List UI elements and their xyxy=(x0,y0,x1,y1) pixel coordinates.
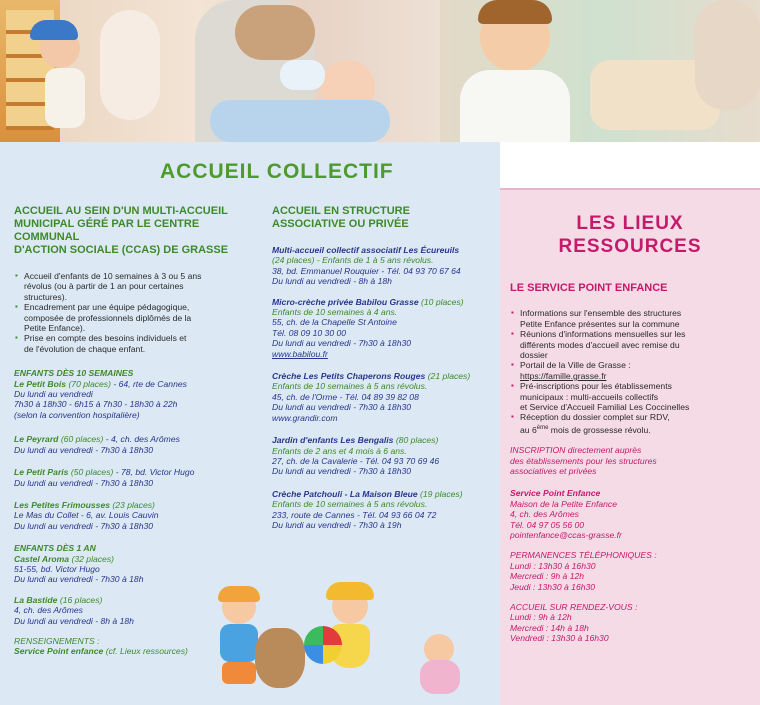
list-item: ▪ Accueil d'enfants de 10 semaines à 3 ou 5 ans révolus (ou à partir de 1 an pour certaines structures). xyxy=(24,271,254,302)
baby-blanket xyxy=(210,100,390,142)
column-lieux-ressources xyxy=(510,283,750,644)
babilou-link[interactable]: www.babilou.fr xyxy=(272,348,328,359)
facility-le-petit-paris: Le Petit Paris (50 places) - 78, bd. Victor Hugo Du lundi au vendredi - 7h30 à 18h30 xyxy=(14,467,195,488)
cartoon-girl-hair xyxy=(326,582,374,600)
teacher xyxy=(695,0,760,110)
renseignements: RENSEIGNEMENTS : Service Point enfance (cf. Lieux ressources) xyxy=(14,635,188,657)
lieux-ressources-title: LES LIEUX RESSOURCES xyxy=(558,213,702,257)
mother-hair xyxy=(235,5,315,60)
facility-bengalis: Jardin d'enfants Les Bengalis (80 places) Enfants de 2 ans et 4 mois à 6 ans. 27, ch. de la Cavalerie - Tél. 04 93 70 69 46 Du lundi au vendredi - 7h30 à 18h30 xyxy=(272,435,440,477)
list-item: ▪ Informations sur l'ensemble des structures Petite Enfance présentes sur la commune xyxy=(520,308,750,329)
boy-shirt xyxy=(460,70,570,142)
list-item: ▪ Réunions d'informations mensuelles sur les différents modes d'accueil avec remise du dossier xyxy=(520,329,750,360)
accueil-collectif-title: ACCUEIL COLLECTIF xyxy=(160,160,394,183)
photo-mother-and-baby xyxy=(0,0,500,142)
cartoon-boy-shorts xyxy=(222,662,256,684)
cartoon-boy-hair xyxy=(218,586,260,602)
list-item: ▪ Portail de la Ville de Grasse : https://famille.grasse.fr xyxy=(520,360,750,381)
ccas-bullet-list xyxy=(14,271,254,354)
list-item: ▪ Encadrement par une équipe pédagogique, composée de professionnels diplômés de la Petite Enfance). xyxy=(24,302,254,333)
portal-link[interactable]: https://famille.grasse.fr xyxy=(520,370,607,381)
list-item: ▪ Prise en compte des besoins individuels et de l'évolution de chaque enfant. xyxy=(24,333,254,354)
baby-bottle xyxy=(280,60,325,90)
header-photo-strip xyxy=(0,0,760,142)
list-item: ▪ Réception du dossier complet sur RDV, au 6ème mois de grossesse révolu. xyxy=(520,412,750,435)
facility-le-peyrard: Le Peyrard (60 places) - 4, ch. des Arômes Du lundi au vendredi - 7h30 à 18h30 xyxy=(14,434,180,455)
service-point-enfance-heading: LE SERVICE POINT ENFANCE xyxy=(510,282,668,294)
contact-block: Service Point Enfance Maison de la Petite Enfance 4, ch. des Arômes Tél. 04 97 05 56 00 pointenfance@ccas-grasse.fr xyxy=(510,488,750,540)
caregiver xyxy=(100,10,160,120)
boy-hair xyxy=(478,0,552,24)
facility-le-petit-bois: Le Petit Bois (70 places) - 64, rte de Cannes Du lundi au vendredi 7h30 à 18h30 - 6h15 à 7h30 - 18h30 à 22h (selon la convention hospitalière) xyxy=(14,378,187,420)
facility-babilou: Micro-crèche privée Babilou Grasse (10 places) Enfants de 10 semaines à 4 ans. 55, ch. de la Chapelle St Antoine Tél. 08 09 10 30 00 Du lundi au vendredi - 7h30 à 18h30 www.babilou.fr xyxy=(272,297,494,359)
facility-ecureuils: Multi-accueil collectif associatif Les Écureuils (24 places) - Enfants de 1 à 5 ans révolus. 38, bd. Emmanuel Rouquier - Tél. 04 93 70 67 64 Du lundi au vendredi - 8h à 18h xyxy=(272,245,461,287)
child-cap xyxy=(30,20,78,40)
column-privee xyxy=(272,205,494,538)
children-illustration xyxy=(200,580,480,705)
ccas-heading: ACCUEIL AU SEIN D'UN MULTI-ACCUEIL MUNICIPAL GÉRÉ PAR LE CENTRE COMMUNAL D'ACTION SOCIALE (CCAS) DE GRASSE xyxy=(14,205,229,256)
facility-petites-frimousses: Les Petites Frimousses (23 places) Le Mas du Collet - 6, av. Louis Cauvin Du lundi au vendredi - 7h30 à 18h30 xyxy=(14,499,159,531)
teddy-bear xyxy=(255,628,305,688)
privee-heading: ACCUEIL EN STRUCTURE ASSOCIATIVE OU PRIVÉE xyxy=(272,205,410,230)
contact-email[interactable]: pointenfance@ccas-grasse.fr xyxy=(510,529,622,540)
beach-ball xyxy=(304,626,342,664)
cartoon-boy-shirt xyxy=(220,624,258,662)
permanences-block: PERMANENCES TÉLÉPHONIQUES : Lundi : 13h30 à 16h30 Mercredi : 9h à 12h Jeudi : 13h30 à 16h30 xyxy=(510,550,657,592)
inscription-note: INSCRIPTION directement auprès des établissements pour les structures associatives et privées xyxy=(510,445,657,476)
photo-classroom xyxy=(440,0,760,142)
group-1-an-title: ENFANTS DÈS 1 AN xyxy=(14,543,96,554)
rdv-block: ACCUEIL SUR RENDEZ-VOUS : Lundi : 9h à 12h Mercredi : 14h à 18h Vendredi : 13h30 à 16h30 xyxy=(510,602,638,644)
cartoon-baby-body xyxy=(420,660,460,694)
list-item: ▪ Pré-inscriptions pour les établissements municipaux : multi-accueils collectifs et Service d'Accueil Familial Les Coccinelles xyxy=(520,381,750,412)
grandir-link[interactable]: www.grandir.com xyxy=(272,412,338,423)
child-body xyxy=(45,68,85,128)
facility-chaperons-rouges: Crèche Les Petits Chaperons Rouges (21 places) Enfants de 10 semaines à 5 ans révolus. 45, ch. de l'Orme - Tél. 04 89 39 82 08 Du lundi au vendredi - 7h30 à 18h30 www.grandir.com xyxy=(272,371,494,423)
facility-la-bastide: La Bastide (16 places) 4, ch. des Arômes Du lundi au vendredi - 8h à 18h xyxy=(14,594,134,626)
group-10-semaines-title: ENFANTS DÈS 10 SEMAINES xyxy=(14,368,134,379)
service-bullet-list xyxy=(510,308,750,435)
facility-patchouli: Crèche Patchouli - La Maison Bleue (19 places) Enfants de 10 semaines à 5 ans révolus. 233, route de Cannes - Tél. 04 93 66 04 72 Du lundi au vendredi - 7h30 à 19h xyxy=(272,488,463,530)
facility-castel-aroma: Castel Aroma (32 places) 51-55, bd. Victor Hugo Du lundi au vendredi - 7h30 à 18h xyxy=(14,553,144,585)
